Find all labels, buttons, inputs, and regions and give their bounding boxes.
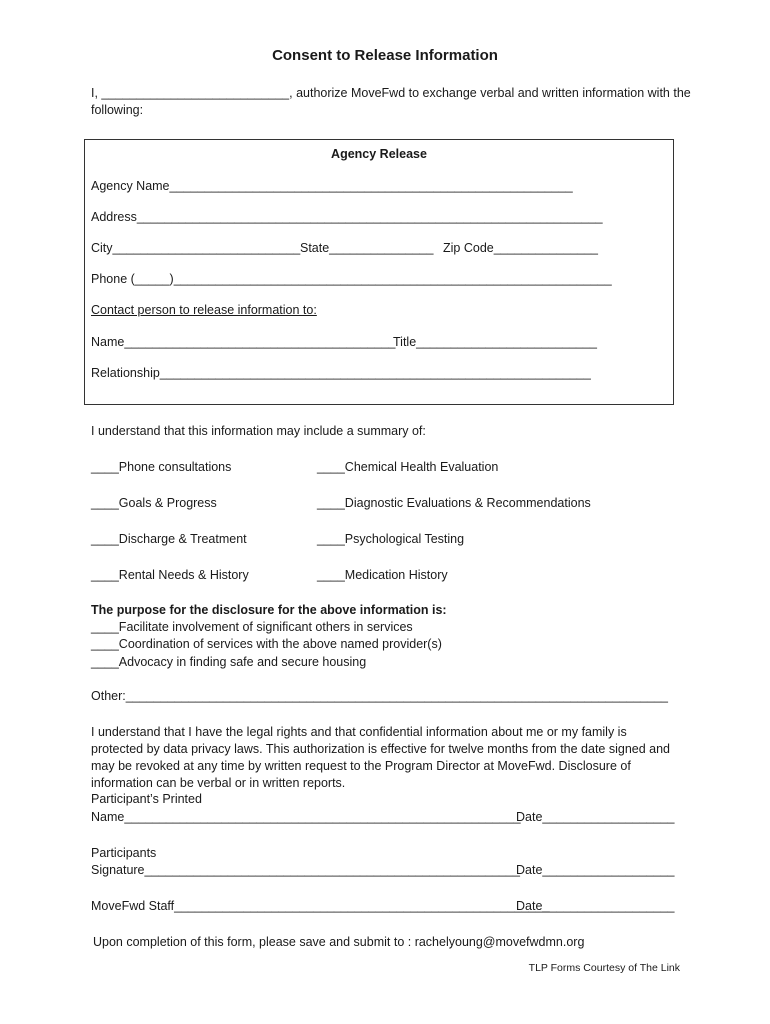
phone-field[interactable]: Phone (_____)_______________________________________________________________ — [91, 272, 612, 286]
summary-heading: I understand that this information may include a summary of: — [91, 424, 426, 438]
purpose-item-advocacy[interactable]: ____Advocacy in finding safe and secure housing — [91, 655, 367, 669]
purpose-heading: The purpose for the disclosure for the above information is: — [91, 603, 447, 617]
contact-title-field[interactable]: Title__________________________ — [393, 335, 597, 349]
contact-name-field[interactable]: Name_______________________________________ — [91, 335, 396, 349]
contact-person-heading: Contact person to release information to: — [91, 303, 317, 317]
signature-date-field[interactable]: Date___________________ — [516, 863, 675, 877]
staff-date-field[interactable]: Date___________________ — [516, 899, 675, 913]
summary-item-phone-consultations[interactable]: ____Phone consultations — [91, 460, 232, 474]
agency-release-heading: Agency Release — [331, 147, 427, 161]
summary-item-diagnostic-evaluations[interactable]: ____Diagnostic Evaluations & Recommendations — [317, 496, 591, 510]
printed-name-date-field[interactable]: Date___________________ — [516, 810, 675, 824]
intro-text: I, ___________________________, authorize MoveFwd to exchange verbal and written information with the following: — [91, 86, 691, 117]
state-field[interactable]: State_______________ — [300, 241, 434, 255]
zip-code-field[interactable]: Zip Code_______________ — [443, 241, 598, 255]
purpose-item-coordination[interactable]: ____Coordination of services with the above named provider(s) — [91, 637, 442, 651]
footer-credit: TLP Forms Courtesy of The Link — [528, 962, 680, 974]
rights-paragraph: I understand that I have the legal rights and that confidential information about me or my family is protected by data privacy laws. This authorization is effective for twelve months from the date signed and may be revoked at any time by written request to the Program Director at MoveFwd. Disclosure of information can be verbal or in written reports. — [91, 725, 671, 790]
address-field[interactable]: Address___________________________________________________________________ — [91, 210, 603, 224]
relationship-field[interactable]: Relationship______________________________________________________________ — [91, 366, 591, 380]
printed-name-label: Participant’s Printed — [91, 792, 202, 806]
other-field[interactable]: Other:______________________________________________________________________________ — [91, 689, 668, 703]
summary-item-psychological-testing[interactable]: ____Psychological Testing — [317, 532, 465, 546]
printed-name-field[interactable]: Name_________________________________________________________ — [91, 810, 521, 824]
submit-instructions: Upon completion of this form, please save and submit to : rachelyoung@movefwdmn.org — [93, 935, 585, 949]
summary-item-goals-progress[interactable]: ____Goals & Progress — [91, 496, 217, 510]
agency-release-box — [84, 139, 674, 405]
summary-item-discharge-treatment[interactable]: ____Discharge & Treatment — [91, 532, 247, 546]
page-title: Consent to Release Information — [272, 47, 498, 64]
staff-signature-field[interactable]: MoveFwd Staff______________________________________________________ — [91, 899, 550, 913]
summary-item-medication-history[interactable]: ____Medication History — [317, 568, 448, 582]
city-field[interactable]: City___________________________ — [91, 241, 301, 255]
signature-label: Participants — [91, 846, 157, 860]
signature-field[interactable]: Signature______________________________________________________ — [91, 863, 520, 877]
agency-name-field[interactable]: Agency Name__________________________________________________________ — [91, 179, 573, 193]
summary-item-chemical-health[interactable]: ____Chemical Health Evaluation — [317, 460, 499, 474]
purpose-item-facilitate[interactable]: ____Facilitate involvement of significant others in services — [91, 620, 413, 634]
summary-item-rental-needs[interactable]: ____Rental Needs & History — [91, 568, 249, 582]
